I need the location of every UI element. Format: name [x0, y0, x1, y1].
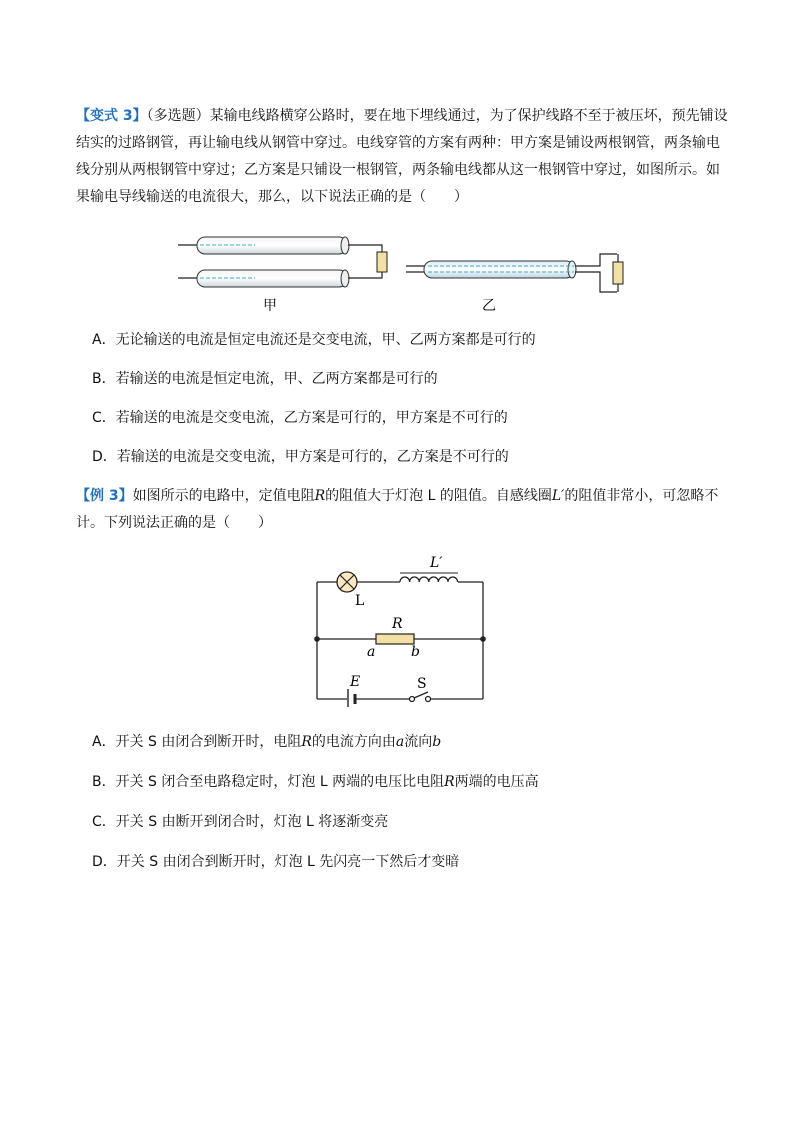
stem-text: 如图所示的电路中，定值电阻 [132, 488, 315, 504]
label-jia: 甲 [263, 298, 277, 314]
option-text: 开关 S 由断开到闭合时，灯泡 L 将逐渐变亮 [115, 814, 389, 830]
q1-option-a [92, 330, 536, 350]
symbol-r: R [314, 488, 326, 504]
option-text: 流向 [404, 734, 433, 750]
question-2-stem [76, 483, 728, 537]
lamp-label: L [355, 593, 365, 609]
option-letter: D． [92, 854, 117, 870]
battery-icon [348, 689, 355, 707]
question-2-tag: 【例 3】 [76, 488, 133, 504]
symbol-l-prime: L′ [551, 488, 565, 504]
option-letter: B． [92, 774, 116, 790]
option-letter: C． [92, 814, 116, 830]
option-text: 的电流方向由 [311, 734, 396, 750]
stem-text: 的阻值大于灯泡 L 的阻值。自感线圈 [325, 488, 552, 504]
option-text: 若输送的电流是交变电流，甲方案是可行的，乙方案是不可行的 [116, 449, 509, 465]
option-letter: C． [92, 410, 116, 426]
stem-text: 的阻值非常小，可忽略不计。下列说法正确的是（ ） [76, 488, 719, 531]
switch-label: S [417, 676, 427, 692]
junction-left [314, 636, 320, 642]
question-1-tag: 【变式 3】 [76, 108, 147, 124]
battery-label: E [350, 674, 361, 690]
resistor-label: R [392, 616, 403, 632]
q2-option-d [92, 852, 459, 872]
option-symbol: R [444, 774, 455, 790]
circuit-diagram [300, 555, 500, 707]
q1-option-c [92, 408, 508, 428]
q2-option-c [92, 812, 388, 832]
option-text: 开关 S 由闭合到断开时，灯泡 L 先闪亮一下然后才变暗 [116, 854, 460, 870]
pipe-figure [170, 228, 640, 324]
option-letter: A． [92, 734, 116, 750]
option-text: 开关 S 闭合至电路稳定时，灯泡 L 两端的电压比电阻 [115, 774, 445, 790]
coil-icon [400, 577, 458, 582]
pipe-scheme-jia [178, 237, 387, 314]
q2-option-a [92, 732, 441, 752]
question-1-stem [76, 103, 728, 211]
terminal-a-label: a [367, 644, 376, 660]
coil-label: L′ [430, 555, 443, 571]
pipe-scheme-yi [406, 254, 623, 314]
question-1-text: （多选题）某输电线路横穿公路时，要在地下埋线通过，为了保护线路不至于被压坏，预先铺设结实的过路钢管，再让输电线从钢管中穿过。电线穿管的方案有两种：甲方案是铺设两根钢管，两条输电线分别从两根钢管中穿过；乙方案是只铺设一根钢管，两条输电线都从这一根钢管中穿过，如图所示。如果输电导线输送的电流很大，那么，以下说法正确的是（ ） [76, 108, 728, 205]
q1-option-b [92, 369, 438, 389]
option-text: 若输送的电流是交变电流，乙方案是可行的，甲方案是不可行的 [115, 410, 508, 426]
q1-option-d [92, 447, 509, 467]
option-symbol: a [395, 734, 405, 750]
option-symbol: R [301, 734, 312, 750]
option-text: 若输送的电流是恒定电流，甲、乙两方案都是可行的 [115, 371, 438, 387]
option-letter: B． [92, 371, 116, 387]
option-letter: A． [92, 332, 116, 348]
junction-right [480, 636, 486, 642]
label-yi: 乙 [482, 298, 496, 314]
terminal-b-label: b [411, 644, 420, 660]
lamp-icon [337, 572, 357, 592]
switch-icon [410, 692, 431, 702]
q2-option-b [92, 772, 539, 792]
option-text: 两端的电压高 [454, 774, 539, 790]
option-text: 开关 S 由闭合到断开时，电阻 [115, 734, 302, 750]
option-text: 无论输送的电流是恒定电流还是交变电流，甲、乙两方案都是可行的 [115, 332, 536, 348]
option-symbol: b [432, 734, 442, 750]
resistor-icon [376, 634, 414, 644]
option-letter: D． [92, 449, 117, 465]
